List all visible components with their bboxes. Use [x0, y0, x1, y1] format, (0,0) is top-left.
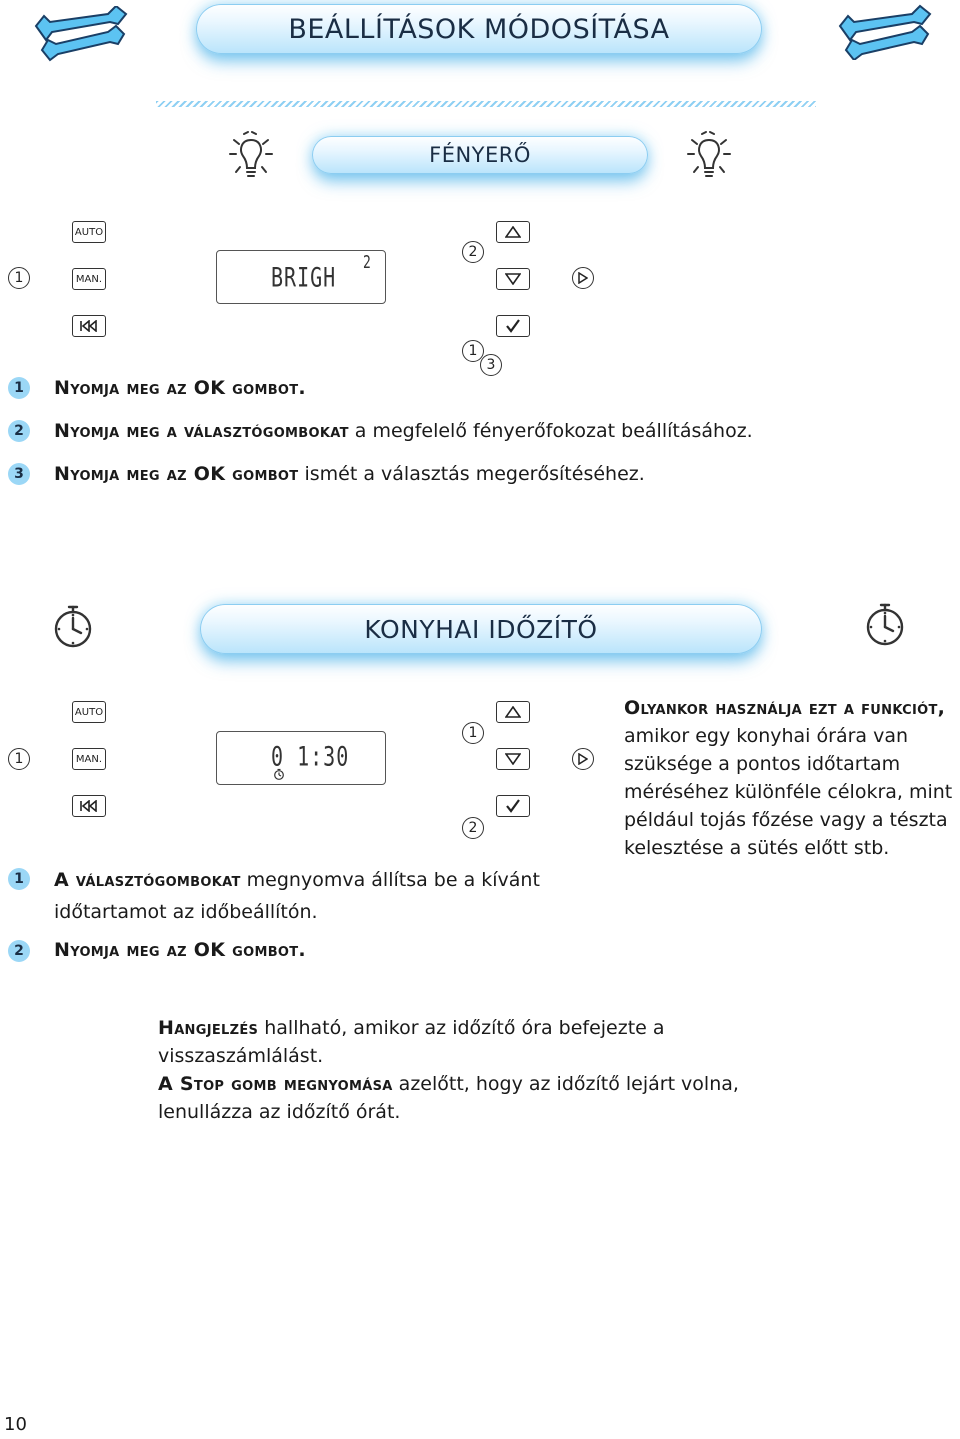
lcd-text: BRIGH	[271, 261, 337, 294]
lightbulb-icon	[684, 130, 734, 186]
step-marker: 1	[8, 267, 30, 289]
check-icon	[505, 319, 521, 333]
section-title: FÉNYERŐ	[429, 143, 531, 167]
section-title-banner	[312, 136, 648, 174]
lightbulb-icon	[226, 130, 276, 186]
back-button[interactable]	[72, 795, 106, 817]
start-button[interactable]	[572, 748, 594, 770]
page-title-banner	[196, 4, 762, 54]
step-marker: 2	[462, 241, 484, 263]
step-bullet: 3	[8, 463, 30, 485]
down-triangle-icon	[505, 753, 521, 765]
lcd-display	[216, 731, 386, 785]
step-text: Nyomja meg az OK gombot.	[54, 377, 306, 399]
note-text: Hangjelzés hallható, amikor az időzítő óra befejezte a visszaszámlálást.	[158, 1017, 665, 1067]
step-text: Nyomja meg az OK gombot.	[54, 939, 306, 961]
step-text: A választógombokat megnyomva állítsa be a kívánt időtartamot az időbeállítón.	[54, 869, 540, 923]
down-triangle-icon	[505, 273, 521, 285]
up-triangle-icon	[505, 706, 521, 718]
divider	[156, 101, 816, 107]
section-title-banner	[200, 604, 762, 654]
down-button[interactable]	[496, 748, 530, 770]
auto-button[interactable]: AUTO	[72, 221, 106, 243]
man-button[interactable]: MAN.	[72, 748, 106, 770]
step-bullet: 2	[8, 420, 30, 442]
step-text: Nyomja meg a választógombokat a megfelelő fényerőfokozat beállításához.	[54, 420, 753, 442]
lcd-superscript: 2	[363, 253, 372, 274]
step-text: Nyomja meg az OK gombot ismét a választás megerősítéséhez.	[54, 463, 645, 485]
play-icon	[578, 272, 588, 284]
back-button[interactable]	[72, 315, 106, 337]
auto-button[interactable]: AUTO	[72, 701, 106, 723]
up-triangle-icon	[505, 226, 521, 238]
step-marker: 1	[462, 340, 484, 362]
step-marker: 2	[462, 817, 484, 839]
step-bullet: 1	[8, 868, 30, 890]
clock-icon	[50, 602, 96, 650]
timer-description: Olyankor használja ezt a funkciót, amikor egy konyhai órára van szüksége a pontos időtartam méréséhez különféle célokra, mint például tojás főzése vagy a tészta kelesztése a sütés előtt stb.	[624, 697, 953, 859]
step-bullet: 2	[8, 940, 30, 962]
down-button[interactable]	[496, 268, 530, 290]
up-button[interactable]	[496, 221, 530, 243]
clock-icon	[273, 768, 285, 780]
step-bullet: 1	[8, 377, 30, 399]
up-button[interactable]	[496, 701, 530, 723]
ok-button[interactable]	[496, 315, 530, 337]
wrench-icon	[28, 6, 134, 62]
back-icon	[79, 320, 99, 332]
note-text: A Stop gomb megnyomása azelőtt, hogy az időzítő lejárt volna, lenullázza az időzítő órát.	[158, 1073, 739, 1123]
play-icon	[578, 753, 588, 765]
lcd-text: 0 1:30	[271, 740, 350, 773]
step-marker: 1	[462, 722, 484, 744]
wrench-icon	[832, 4, 938, 60]
step-marker: 1	[8, 748, 30, 770]
lcd-display	[216, 250, 386, 304]
check-icon	[505, 799, 521, 813]
clock-icon	[862, 600, 908, 648]
step-marker: 3	[480, 354, 502, 376]
start-button[interactable]	[572, 267, 594, 289]
man-button[interactable]: MAN.	[72, 268, 106, 290]
page-number: 10	[4, 1414, 27, 1435]
section-title: KONYHAI IDŐZÍTŐ	[364, 614, 598, 644]
back-icon	[79, 800, 99, 812]
ok-button[interactable]	[496, 795, 530, 817]
page-title: BEÁLLÍTÁSOK MÓDOSÍTÁSA	[288, 13, 670, 45]
